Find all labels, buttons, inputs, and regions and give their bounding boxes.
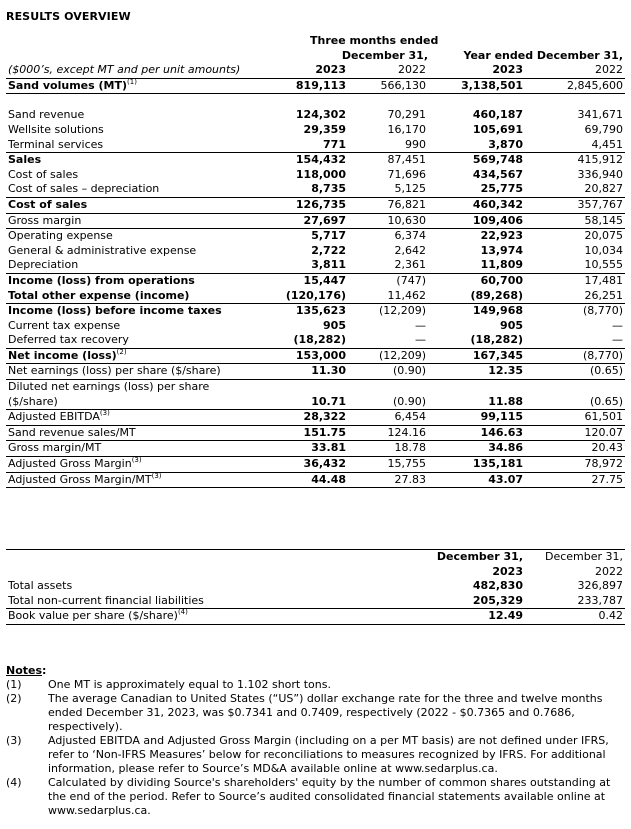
table-row	[6, 138, 625, 153]
cell-value: 33.81	[268, 441, 348, 457]
row-label: General & administrative expense	[8, 243, 197, 257]
cell-value: 205,329	[425, 594, 525, 609]
cell-value: 27,697	[268, 213, 348, 229]
table-row	[6, 319, 625, 334]
cell-value: 149,968	[472, 304, 524, 318]
row-label: Current tax expense	[8, 318, 121, 332]
cell-value: 18.78	[348, 441, 428, 457]
cell-value: 990	[348, 138, 428, 153]
cell-value: 11.30	[268, 364, 348, 380]
cell-value: 4,451	[525, 138, 625, 153]
cell-value: 43.07	[428, 472, 525, 488]
footnote-ref: (4)	[177, 608, 188, 617]
cell-value: (120,176)	[268, 289, 348, 304]
row-label: Income (loss) before income taxes	[8, 304, 222, 318]
three-months-header: Three months ended December 31,	[310, 34, 439, 62]
cell-value: (0.90)	[348, 364, 428, 380]
cell-value: 126,735	[268, 197, 348, 213]
note-text: Adjusted EBITDA and Adjusted Gross Margin (including on a per MT basis) are not defined under IFRS, refer to ‘Non-IFRS Measures’ below for reconciliations to measures recognized by IFRS. For additional information, please refer to Source’s MD&A available online at www.sedarplus.ca.	[48, 734, 609, 775]
cell-value: 20,075	[584, 229, 624, 243]
cell-value: (747)	[396, 273, 427, 287]
cell-value: 0.42	[525, 609, 625, 625]
cell-value: 5,717	[311, 229, 346, 243]
cell-value: 569,748	[472, 153, 524, 167]
cell-value: 99,115	[428, 410, 525, 426]
cell-value: 415,912	[577, 153, 624, 167]
table-row	[6, 289, 625, 304]
table-row	[6, 594, 625, 609]
row-label: Diluted net earnings (loss) per share ($/share)	[6, 380, 268, 410]
cell-value: 6,454	[348, 410, 428, 426]
cell-value: 2,361	[348, 258, 428, 273]
cell-value: 44.48	[268, 472, 348, 488]
col-header: 2022	[348, 63, 428, 78]
row-label: Adjusted Gross Margin/MT$^{(3)}$	[6, 472, 268, 488]
cell-value: 11.88	[428, 380, 525, 410]
cell-value: 36,432	[268, 457, 348, 473]
table-row	[6, 108, 625, 123]
cell-value: 135,623	[295, 304, 346, 318]
cell-value: 460,187	[472, 108, 524, 122]
cell-value: 87,451	[387, 153, 427, 167]
cell-value: (18,282)	[268, 333, 348, 348]
cell-value: 233,787	[525, 594, 625, 609]
note-item	[6, 678, 626, 692]
col-header: December 31, 2023	[425, 550, 525, 580]
cell-value: 61,501	[525, 410, 625, 426]
table-row	[6, 244, 625, 259]
note-number: (4)	[6, 776, 22, 789]
cell-value: 27.83	[348, 472, 428, 488]
cell-value: (8,770)	[525, 348, 625, 364]
cell-value: 167,345	[428, 348, 525, 364]
footnote-ref: (2)	[116, 347, 127, 356]
cell-value: 326,897	[577, 579, 623, 593]
table-row	[6, 229, 625, 244]
table-row	[6, 441, 625, 457]
table-row	[6, 457, 625, 473]
row-label: Sand revenue sales/MT	[6, 425, 268, 441]
cell-value: (8,770)	[582, 304, 624, 318]
cell-value: 10,630	[348, 213, 428, 229]
cell-value: 566,130	[348, 78, 428, 94]
cell-value: 27.75	[525, 472, 625, 488]
cell-value: (18,282)	[428, 333, 525, 348]
cell-value: 357,767	[525, 197, 625, 213]
cell-value: 2,642	[394, 243, 427, 257]
table-row	[6, 410, 625, 426]
row-label: Deferred tax recovery	[6, 333, 268, 348]
cell-value: 2,722	[311, 243, 346, 257]
col-header: 2022	[525, 63, 625, 78]
cell-value: 17,481	[584, 273, 624, 287]
cell-value: 22,923	[480, 229, 524, 243]
note-number: (2)	[6, 692, 22, 705]
results-table	[6, 34, 625, 488]
row-label: Sales	[8, 153, 42, 167]
cell-value: (0.65)	[525, 380, 625, 410]
row-label: Terminal services	[6, 138, 268, 153]
cell-value: 819,113	[268, 78, 348, 94]
notes-header: Notes:	[6, 664, 47, 677]
row-label: Cost of sales	[8, 167, 79, 181]
table-row	[6, 168, 625, 183]
cell-value: 341,671	[577, 108, 624, 122]
note-item	[6, 734, 626, 776]
note-number: (1)	[6, 678, 22, 691]
row-label: Total assets	[8, 579, 73, 593]
footnote-ref: (3)	[131, 456, 142, 465]
cell-value: 12.35	[428, 364, 525, 380]
table-row	[6, 78, 625, 94]
cell-value: 20,827	[525, 182, 625, 197]
cell-value: 70,291	[387, 108, 427, 122]
table-row	[6, 472, 625, 488]
row-label: Depreciation	[6, 258, 268, 273]
cell-value: 13,974	[480, 243, 524, 257]
cell-value: 905	[323, 318, 346, 332]
cell-value: 16,170	[387, 122, 427, 136]
cell-value: 434,567	[472, 167, 524, 181]
table-row	[6, 425, 625, 441]
row-label: Book value per share ($/share)$^{(4)}$	[6, 609, 425, 625]
cell-value: (0.90)	[348, 380, 428, 410]
cell-value: 29,359	[303, 122, 346, 136]
cell-value: 6,374	[394, 229, 427, 243]
footnote-ref: (3)	[151, 471, 162, 480]
table-row	[6, 348, 625, 364]
footnote-ref: (1)	[127, 77, 137, 86]
cell-value: 69,790	[584, 122, 624, 136]
table-row	[6, 609, 625, 625]
cell-value: 71,696	[387, 167, 427, 181]
cell-value: 78,972	[525, 457, 625, 473]
cell-value: 124.16	[348, 425, 428, 441]
units-label: ($000’s, except MT and per unit amounts)	[6, 63, 268, 78]
cell-value: (89,268)	[428, 289, 525, 304]
cell-value: 10.71	[268, 380, 348, 410]
note-item	[6, 776, 626, 818]
cell-value: 120.07	[525, 425, 625, 441]
cell-value: —	[612, 318, 624, 332]
note-text: One MT is approximately equal to 1.102 short tons.	[48, 678, 331, 691]
cell-value: 11,462	[348, 289, 428, 304]
col-header: December 31, 2022	[525, 550, 625, 580]
col-header: 2023	[428, 63, 525, 78]
row-label: Sand volumes (MT)$^{(1)}$	[6, 78, 268, 94]
cell-value: 11,809	[428, 258, 525, 273]
cell-value: 151.75	[268, 425, 348, 441]
row-label: Wellsite solutions	[8, 122, 104, 136]
table-row	[6, 123, 625, 138]
table-row	[6, 213, 625, 229]
cell-value: 124,302	[295, 108, 346, 122]
cell-value: 58,145	[525, 213, 625, 229]
table-row	[6, 304, 625, 319]
cell-value: 109,406	[428, 213, 525, 229]
cell-value: 28,322	[268, 410, 348, 426]
cell-value: 60,700	[480, 273, 524, 287]
cell-value: 8,735	[268, 182, 348, 197]
cell-value: 20.43	[525, 441, 625, 457]
cell-value: (0.65)	[525, 364, 625, 380]
table-row	[6, 380, 625, 410]
balance-table	[6, 549, 625, 625]
cell-value: 3,138,501	[428, 78, 525, 94]
row-label: Net earnings (loss) per share ($/share)	[6, 364, 268, 380]
report-title: RESULTS OVERVIEW	[6, 10, 131, 23]
cell-value: —	[348, 333, 428, 348]
col-header: 2023	[268, 63, 348, 78]
cell-value: 12.49	[425, 609, 525, 625]
cell-value: 118,000	[295, 167, 346, 181]
cell-value: 2,845,600	[525, 78, 625, 94]
note-item	[6, 692, 626, 734]
row-label: Gross margin/MT	[6, 441, 268, 457]
cell-value: 3,870	[428, 138, 525, 153]
cell-value: 76,821	[348, 197, 428, 213]
cell-value: 10,034	[584, 243, 624, 257]
cell-value: 482,830	[472, 579, 523, 593]
cell-value: 3,811	[268, 258, 348, 273]
cell-value: 10,555	[525, 258, 625, 273]
cell-value: 905	[500, 318, 524, 332]
cell-value: (12,209)	[348, 348, 428, 364]
row-label: Operating expense	[8, 229, 113, 243]
cell-value: —	[525, 333, 625, 348]
table-row	[6, 153, 625, 168]
cell-value: 25,775	[428, 182, 525, 197]
table-row	[6, 258, 625, 273]
note-text: Calculated by dividing Source's shareholders' equity by the number of common shares outstanding at the end of the period. Refer to Source’s audited consolidated financial statements available online at www.sedarplus.ca.	[48, 776, 611, 817]
table-row	[6, 273, 625, 288]
cell-value: 154,432	[295, 153, 346, 167]
row-label: Total other expense (income)	[6, 289, 268, 304]
note-text: The average Canadian to United States (“US”) dollar exchange rate for the three and twelve months ended December 31, 2023, was $0.7341 and 0.7409, respectively (2022 - $0.7365 and 0.7686, respectively).	[48, 692, 603, 733]
cell-value: (12,209)	[378, 304, 427, 318]
note-number: (3)	[6, 734, 22, 747]
cell-value: 336,940	[577, 167, 624, 181]
row-label: Gross margin	[6, 213, 268, 229]
row-label: Cost of sales – depreciation	[6, 182, 268, 197]
cell-value: 15,755	[348, 457, 428, 473]
table-row	[6, 197, 625, 213]
row-label: Income (loss) from operations	[8, 273, 195, 287]
notes-section	[6, 664, 626, 818]
row-label: Total non-current financial liabilities	[6, 594, 425, 609]
table-row	[6, 364, 625, 380]
table-row	[6, 333, 625, 348]
cell-value: —	[415, 318, 427, 332]
cell-value: 105,691	[472, 122, 524, 136]
table-row	[6, 579, 625, 594]
cell-value: 771	[268, 138, 348, 153]
row-label: Adjusted EBITDA$^{(3)}$	[6, 410, 268, 426]
cell-value: 153,000	[268, 348, 348, 364]
row-label: Sand revenue	[8, 108, 85, 122]
row-label: Cost of sales	[6, 197, 268, 213]
year-ended-header: Year ended December 31,	[463, 48, 624, 62]
cell-value: 146.63	[428, 425, 525, 441]
cell-value: 15,447	[303, 273, 346, 287]
cell-value: 26,251	[525, 289, 625, 304]
cell-value: 460,342	[428, 197, 525, 213]
row-label: Adjusted Gross Margin$^{(3)}$	[6, 457, 268, 473]
cell-value: 5,125	[348, 182, 428, 197]
table-row	[6, 182, 625, 197]
row-label: Net income (loss)$^{(2)}$	[6, 348, 268, 364]
cell-value: 34.86	[428, 441, 525, 457]
cell-value: 135,181	[428, 457, 525, 473]
footnote-ref: (3)	[99, 409, 110, 418]
